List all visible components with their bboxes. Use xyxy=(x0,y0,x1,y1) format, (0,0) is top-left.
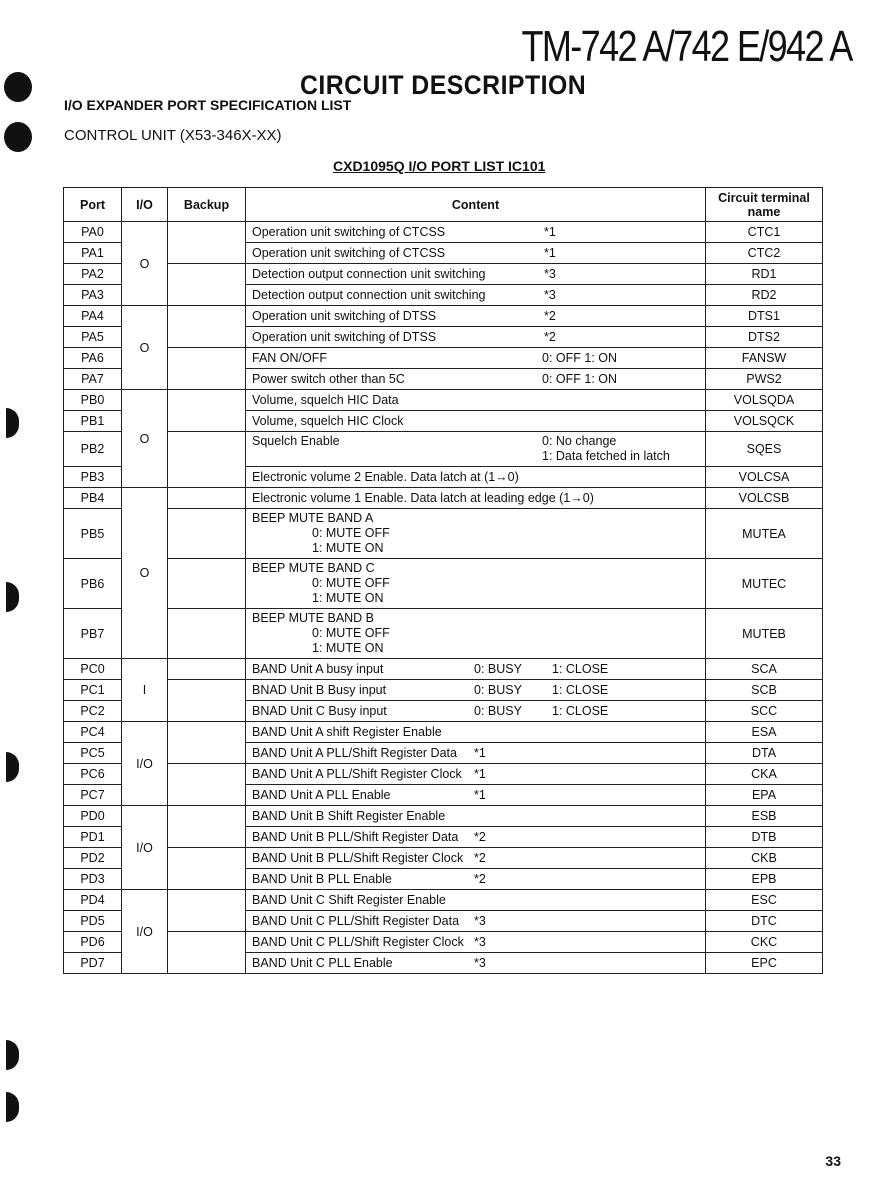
table-row xyxy=(64,306,823,327)
port-cell: PA5 xyxy=(64,327,122,348)
terminal-cell: CTC1 xyxy=(706,222,823,243)
binder-mark-icon xyxy=(6,582,19,612)
content-cell: BAND Unit C PLL Enable *3 xyxy=(246,953,706,974)
backup-cell xyxy=(168,609,246,659)
content-cell: Operation unit switching of CTCSS *1 xyxy=(246,243,706,264)
terminal-cell: DTC xyxy=(706,911,823,932)
binder-mark-icon xyxy=(6,408,19,438)
backup-cell xyxy=(168,680,246,722)
port-cell: PD3 xyxy=(64,869,122,890)
content-cell: Detection output connection unit switching *3 xyxy=(246,285,706,306)
table-row xyxy=(64,222,823,243)
port-cell: PC7 xyxy=(64,785,122,806)
terminal-cell: MUTEA xyxy=(706,509,823,559)
port-cell: PA3 xyxy=(64,285,122,306)
terminal-cell: RD2 xyxy=(706,285,823,306)
table-row xyxy=(64,432,823,467)
table-row xyxy=(64,559,823,609)
content-cell: Electronic volume 1 Enable. Data latch at leading edge (1→0) xyxy=(246,488,706,509)
table-row xyxy=(64,390,823,411)
table-row xyxy=(64,680,823,701)
header-port: Port xyxy=(64,188,122,222)
table-row xyxy=(64,264,823,285)
backup-cell xyxy=(168,306,246,348)
content-cell: FAN ON/OFF 0: OFF 1: ON xyxy=(246,348,706,369)
terminal-cell: PWS2 xyxy=(706,369,823,390)
content-cell: BAND Unit A busy input 0: BUSY 1: CLOSE xyxy=(246,659,706,680)
content-cell: BEEP MUTE BAND C 0: MUTE OFF 1: MUTE ON xyxy=(246,559,706,609)
terminal-cell: VOLSQDA xyxy=(706,390,823,411)
port-cell: PD1 xyxy=(64,827,122,848)
port-cell: PB1 xyxy=(64,411,122,432)
backup-cell xyxy=(168,848,246,890)
terminal-cell: ESC xyxy=(706,890,823,911)
content-cell: BAND Unit B PLL/Shift Register Data *2 xyxy=(246,827,706,848)
backup-cell xyxy=(168,432,246,488)
content-cell: Operation unit switching of CTCSS *1 xyxy=(246,222,706,243)
content-cell: Power switch other than 5C 0: OFF 1: ON xyxy=(246,369,706,390)
port-cell: PC2 xyxy=(64,701,122,722)
table-row xyxy=(64,659,823,680)
terminal-cell: EPB xyxy=(706,869,823,890)
port-cell: PA4 xyxy=(64,306,122,327)
header-backup: Backup xyxy=(168,188,246,222)
terminal-cell: EPA xyxy=(706,785,823,806)
page-number: 33 xyxy=(825,1153,841,1169)
terminal-cell: FANSW xyxy=(706,348,823,369)
content-cell: Volume, squelch HIC Clock xyxy=(246,411,706,432)
backup-cell xyxy=(168,348,246,390)
port-cell: PB4 xyxy=(64,488,122,509)
terminal-cell: MUTEC xyxy=(706,559,823,609)
table-row xyxy=(64,848,823,869)
terminal-cell: SCA xyxy=(706,659,823,680)
content-cell: Detection output connection unit switching *3 xyxy=(246,264,706,285)
port-cell: PC5 xyxy=(64,743,122,764)
io-cell: O xyxy=(122,306,168,390)
port-cell: PD6 xyxy=(64,932,122,953)
io-cell: I xyxy=(122,659,168,722)
terminal-cell: CKC xyxy=(706,932,823,953)
port-cell: PC4 xyxy=(64,722,122,743)
content-cell: BAND Unit C Shift Register Enable xyxy=(246,890,706,911)
binder-mark-icon xyxy=(6,752,19,782)
terminal-cell: SCC xyxy=(706,701,823,722)
table-row xyxy=(64,488,823,509)
port-cell: PC0 xyxy=(64,659,122,680)
content-cell: BEEP MUTE BAND B 0: MUTE OFF 1: MUTE ON xyxy=(246,609,706,659)
content-cell: BNAD Unit B Busy input 0: BUSY 1: CLOSE xyxy=(246,680,706,701)
table-row xyxy=(64,764,823,785)
content-cell: BEEP MUTE BAND A 0: MUTE OFF 1: MUTE ON xyxy=(246,509,706,559)
backup-cell xyxy=(168,659,246,680)
content-cell: BAND Unit B PLL Enable *2 xyxy=(246,869,706,890)
content-cell: BAND Unit A shift Register Enable xyxy=(246,722,706,743)
section-subtitle: I/O EXPANDER PORT SPECIFICATION LIST xyxy=(64,97,352,113)
port-cell: PB2 xyxy=(64,432,122,467)
io-cell: O xyxy=(122,488,168,659)
backup-cell xyxy=(168,764,246,806)
port-cell: PB0 xyxy=(64,390,122,411)
content-cell: Volume, squelch HIC Data xyxy=(246,390,706,411)
binder-hole-icon xyxy=(4,72,32,102)
terminal-cell: DTB xyxy=(706,827,823,848)
content-cell: BAND Unit B Shift Register Enable xyxy=(246,806,706,827)
io-port-table xyxy=(63,187,823,974)
content-cell: Operation unit switching of DTSS *2 xyxy=(246,306,706,327)
port-cell: PC6 xyxy=(64,764,122,785)
header-content: Content xyxy=(246,188,706,222)
port-cell: PB3 xyxy=(64,467,122,488)
port-cell: PB6 xyxy=(64,559,122,609)
io-cell: I/O xyxy=(122,806,168,890)
port-cell: PD7 xyxy=(64,953,122,974)
backup-cell xyxy=(168,890,246,932)
backup-cell xyxy=(168,806,246,848)
port-cell: PC1 xyxy=(64,680,122,701)
binder-hole-icon xyxy=(4,122,32,152)
terminal-cell: CKB xyxy=(706,848,823,869)
table-row xyxy=(64,609,823,659)
terminal-cell: VOLCSB xyxy=(706,488,823,509)
io-cell: O xyxy=(122,390,168,488)
binder-mark-icon xyxy=(6,1040,19,1070)
port-cell: PA6 xyxy=(64,348,122,369)
port-cell: PD4 xyxy=(64,890,122,911)
backup-cell xyxy=(168,222,246,264)
content-cell: BAND Unit A PLL Enable *1 xyxy=(246,785,706,806)
port-cell: PD0 xyxy=(64,806,122,827)
terminal-cell: EPC xyxy=(706,953,823,974)
backup-cell xyxy=(168,932,246,974)
port-cell: PA7 xyxy=(64,369,122,390)
content-cell: BAND Unit B PLL/Shift Register Clock *2 xyxy=(246,848,706,869)
content-cell: BNAD Unit C Busy input 0: BUSY 1: CLOSE xyxy=(246,701,706,722)
terminal-cell: VOLSQCK xyxy=(706,411,823,432)
terminal-cell: ESB xyxy=(706,806,823,827)
header-io: I/O xyxy=(122,188,168,222)
terminal-cell: DTS2 xyxy=(706,327,823,348)
terminal-cell: RD1 xyxy=(706,264,823,285)
port-cell: PA0 xyxy=(64,222,122,243)
io-cell: I/O xyxy=(122,890,168,974)
page-title: CIRCUIT DESCRIPTION xyxy=(300,70,587,100)
content-cell: Squelch Enable 0: No change 1: Data fetched in latch xyxy=(246,432,706,467)
header-terminal: Circuit terminal name xyxy=(706,188,823,222)
io-cell: O xyxy=(122,222,168,306)
model-number: TM-742 A/742 E/942 A xyxy=(521,22,852,71)
table-row xyxy=(64,890,823,911)
terminal-cell: CTC2 xyxy=(706,243,823,264)
content-cell: BAND Unit A PLL/Shift Register Clock *1 xyxy=(246,764,706,785)
port-cell: PB7 xyxy=(64,609,122,659)
table-row xyxy=(64,509,823,559)
content-cell: BAND Unit C PLL/Shift Register Data *3 xyxy=(246,911,706,932)
backup-cell xyxy=(168,722,246,764)
table-row xyxy=(64,806,823,827)
backup-cell xyxy=(168,264,246,306)
port-cell: PD2 xyxy=(64,848,122,869)
table-row xyxy=(64,348,823,369)
terminal-cell: ESA xyxy=(706,722,823,743)
io-cell: I/O xyxy=(122,722,168,806)
unit-heading: CONTROL UNIT (X53-346X-XX) xyxy=(64,127,282,144)
terminal-cell: DTA xyxy=(706,743,823,764)
table-row xyxy=(64,722,823,743)
content-cell: BAND Unit C PLL/Shift Register Clock *3 xyxy=(246,932,706,953)
table-row xyxy=(64,932,823,953)
backup-cell xyxy=(168,390,246,432)
backup-cell xyxy=(168,559,246,609)
binder-mark-icon xyxy=(6,1092,19,1122)
backup-cell xyxy=(168,509,246,559)
terminal-cell: SCB xyxy=(706,680,823,701)
terminal-cell: DTS1 xyxy=(706,306,823,327)
port-cell: PD5 xyxy=(64,911,122,932)
table-header-row xyxy=(64,188,823,222)
port-cell: PA1 xyxy=(64,243,122,264)
terminal-cell: SQES xyxy=(706,432,823,467)
list-title: CXD1095Q I/O PORT LIST IC101 xyxy=(333,158,546,174)
content-cell: Operation unit switching of DTSS *2 xyxy=(246,327,706,348)
content-cell: BAND Unit A PLL/Shift Register Data *1 xyxy=(246,743,706,764)
terminal-cell: MUTEB xyxy=(706,609,823,659)
port-cell: PA2 xyxy=(64,264,122,285)
content-cell: Electronic volume 2 Enable. Data latch at (1→0) xyxy=(246,467,706,488)
backup-cell xyxy=(168,488,246,509)
port-cell: PB5 xyxy=(64,509,122,559)
terminal-cell: VOLCSA xyxy=(706,467,823,488)
terminal-cell: CKA xyxy=(706,764,823,785)
